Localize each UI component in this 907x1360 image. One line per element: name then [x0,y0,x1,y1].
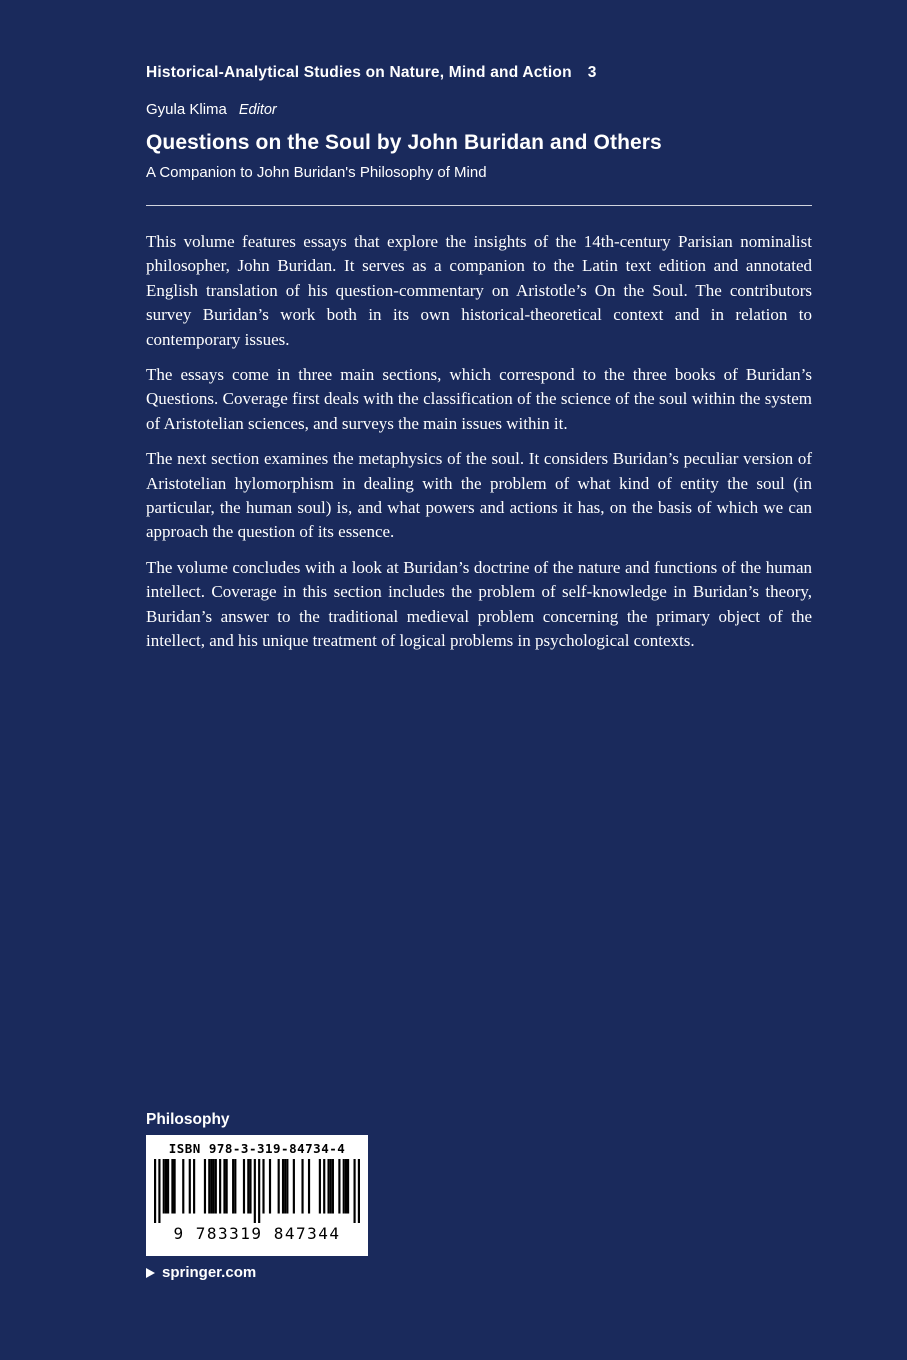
book-subtitle: A Companion to John Buridan's Philosophy of Mind [146,164,487,181]
isbn-barcode-box [146,1135,368,1256]
book-title: Questions on the Soul by John Buridan and Others [146,131,662,154]
editor-name: Gyula Klima [146,101,227,118]
series-title: Historical-Analytical Studies on Nature, Mind and Action [146,64,572,81]
header-divider [146,205,812,206]
barcode-bars-svg [154,1159,360,1223]
blurb-paragraph: The essays come in three main sections, which correspond to the three books of Buridan’s Questions. Coverage first deals with the classification of the science of the soul within the system of Aristotelian sciences, and surveys the main issues within it. [146,365,812,433]
series-volume: 3 [587,64,597,81]
arrow-icon [146,1268,155,1278]
publisher-link-row [146,1264,256,1282]
back-cover-blurb [146,230,812,654]
blurb-paragraph: The next section examines the metaphysics of the soul. It considers Buridan’s peculiar version of Aristotelian hylomorphism in dealing with the problem of what kind of entity the soul (in particular, the human soul) is, and what powers and actions it has, on the basis of which we can approach the question of its essence. [146,449,812,542]
category-label: Philosophy [146,1111,230,1128]
cover-content [146,63,812,665]
editor-line [146,100,812,120]
barcode-number: 9 783319 847344 [173,1224,341,1243]
blurb-paragraph: This volume features essays that explore the insights of the 14th-century Parisian nominalist philosopher, John Buridan. It serves as a companion to the Latin text edition and annotated English translation of his question-commentary on Aristotle’s On the Soul. The contributors survey Buridan’s work both in its own historical-theoretical context and in relation to contemporary issues. [146,232,812,349]
publisher-url: springer.com [162,1264,257,1281]
blurb-paragraph: The volume concludes with a look at Buridan’s doctrine of the nature and functions of the human intellect. Coverage in this section includes the problem of self-knowledge in Buridan’s theory, Buridan’s answer to the traditional medieval problem concerning the primary object of the intellect, and his unique treatment of logical problems in psychological contexts. [146,557,812,651]
series-title-line [146,63,812,83]
isbn-label: ISBN 978-3-319-84734-4 [168,1141,346,1156]
editor-role: Editor [238,102,277,118]
